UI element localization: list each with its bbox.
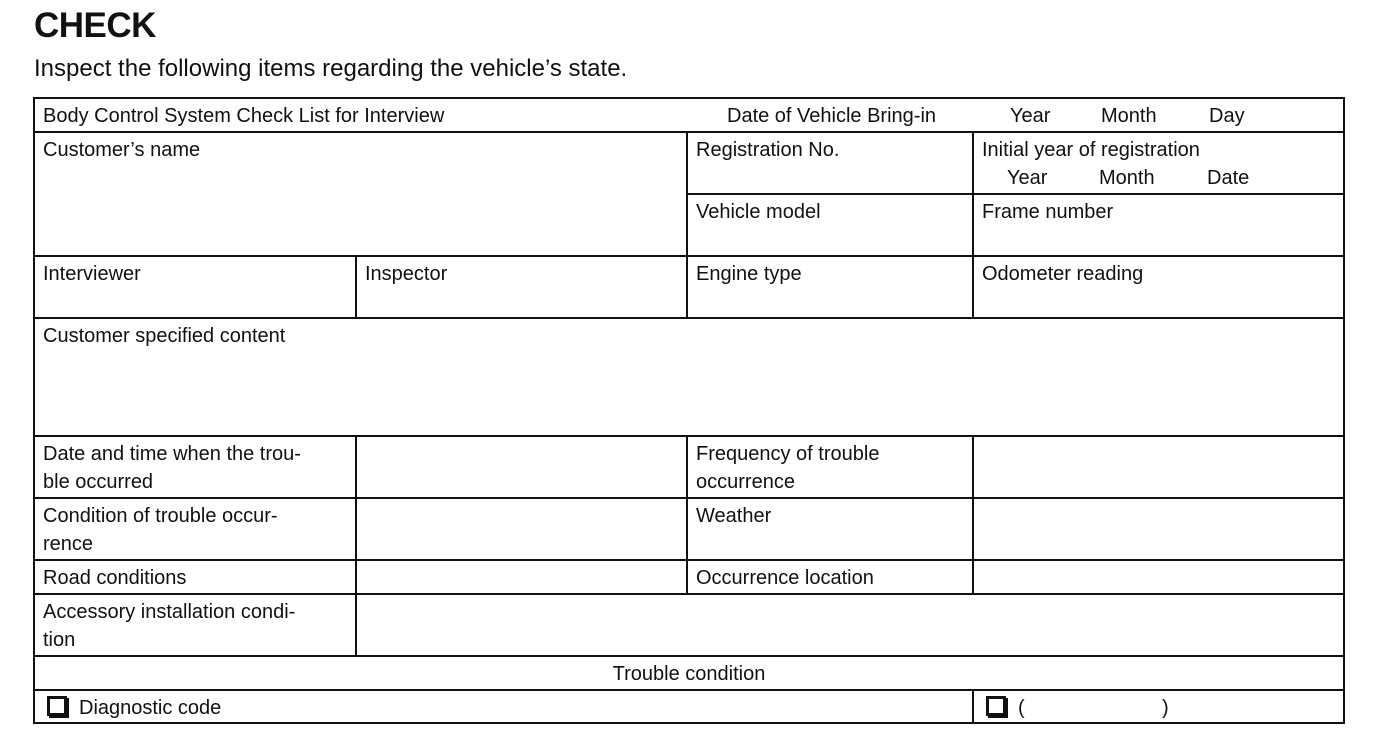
initial-registration-label: Initial year of registration (982, 139, 1200, 161)
initial-registration-date-label: Date (1207, 167, 1250, 189)
odometer-reading-label: Odometer reading (982, 263, 1144, 285)
initial-registration-year-label: Year (1007, 167, 1048, 189)
accessory-label-line1: Accessory installation condi- (43, 601, 296, 623)
row-divider (35, 655, 1343, 657)
row-divider (35, 497, 1343, 499)
bring-in-date-label: Date of Vehicle Bring-in (727, 105, 937, 127)
other-close-paren: ) (1162, 697, 1169, 719)
accessory-label-line2: tion (43, 629, 76, 651)
condition-label-line1: Condition of trouble occur- (43, 505, 278, 527)
bring-in-month-label: Month (1101, 105, 1157, 127)
other-open-paren: ( (1018, 697, 1025, 719)
weather-label: Weather (696, 505, 772, 527)
inspector-label: Inspector (365, 263, 448, 285)
row-divider (35, 255, 1343, 257)
row-divider (35, 317, 1343, 319)
trouble-datetime-label-line1: Date and time when the trou- (43, 443, 301, 465)
form-title: Body Control System Check List for Interview (43, 105, 445, 127)
customer-specified-content-label: Customer specified content (43, 325, 286, 347)
engine-type-label: Engine type (696, 263, 802, 285)
column-divider (686, 131, 688, 317)
customer-name-label: Customer’s name (43, 139, 201, 161)
column-divider (355, 255, 357, 317)
row-divider (35, 435, 1343, 437)
frequency-label-line2: occurrence (696, 471, 795, 493)
row-divider (35, 593, 1343, 595)
bring-in-year-label: Year (1010, 105, 1051, 127)
road-conditions-label: Road conditions (43, 567, 187, 589)
other-checkbox[interactable] (986, 696, 1006, 716)
frame-number-label: Frame number (982, 201, 1114, 223)
frequency-label-line1: Frequency of trouble (696, 443, 880, 465)
bring-in-day-label: Day (1209, 105, 1245, 127)
condition-label-line2: rence (43, 533, 94, 555)
initial-registration-month-label: Month (1099, 167, 1155, 189)
row-divider (35, 689, 1343, 691)
row-divider (35, 559, 1343, 561)
row-divider (35, 131, 1343, 133)
column-divider (355, 435, 357, 655)
trouble-condition-heading: Trouble condition (612, 663, 766, 685)
column-divider (972, 689, 974, 722)
column-divider (686, 435, 688, 593)
column-divider (972, 435, 974, 593)
interviewer-label: Interviewer (43, 263, 141, 285)
page-subtitle: Inspect the following items regarding the vehicle’s state. (34, 55, 628, 82)
vehicle-model-label: Vehicle model (696, 201, 821, 223)
check-list-form (33, 97, 1345, 724)
column-divider (972, 131, 974, 317)
registration-no-label: Registration No. (696, 139, 840, 161)
page-title: CHECK (34, 6, 156, 45)
diagnostic-code-label: Diagnostic code (79, 697, 222, 719)
trouble-datetime-label-line2: ble occurred (43, 471, 154, 493)
occurrence-location-label: Occurrence location (696, 567, 874, 589)
diagnostic-code-checkbox[interactable] (47, 696, 67, 716)
row-divider (686, 193, 1343, 195)
